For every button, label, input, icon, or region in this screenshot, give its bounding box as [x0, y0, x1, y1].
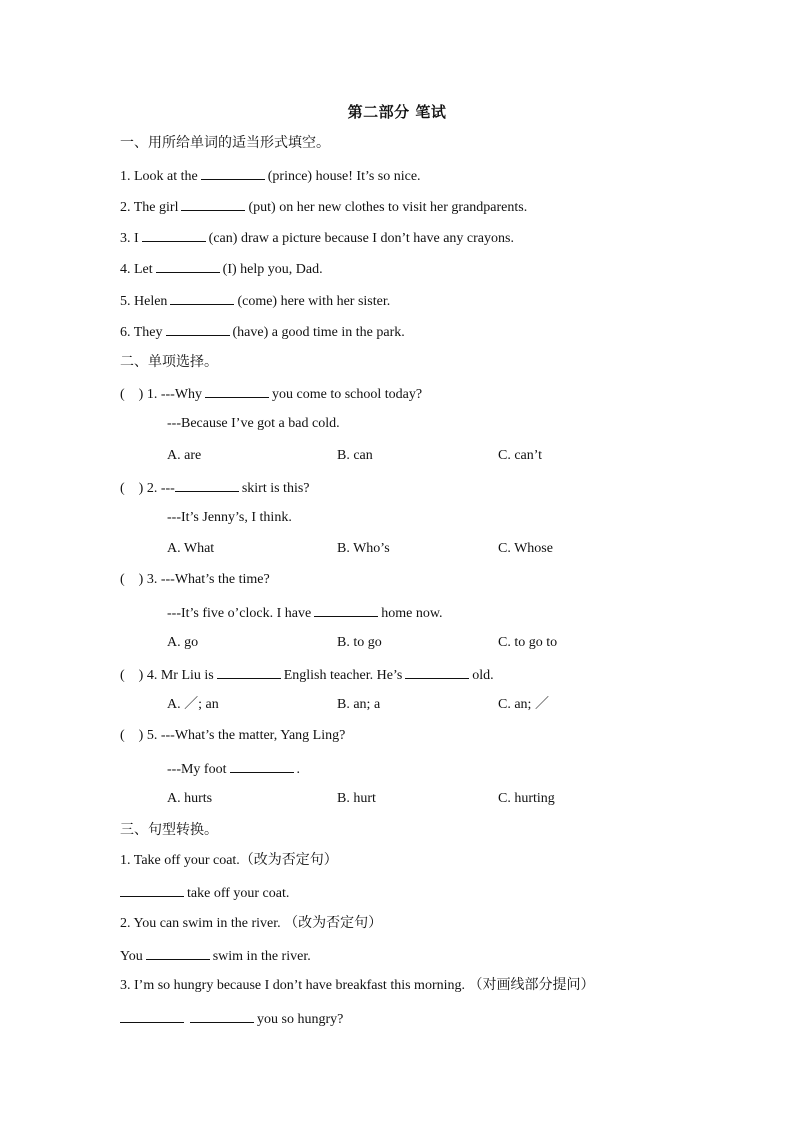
- answer-parens[interactable]: ( ): [120, 572, 144, 587]
- item-text: help you, Dad.: [240, 262, 323, 277]
- answer-parens[interactable]: ( ): [120, 481, 144, 496]
- q5-option-c: C. hurting: [498, 791, 555, 806]
- fill-item-5: [120, 290, 390, 312]
- answer-blank[interactable]: [205, 383, 269, 398]
- q2-option-b: B. Who’s: [337, 541, 390, 556]
- section-heading-sentence-transform: 三、句型转换。: [120, 822, 218, 838]
- question-text: skirt is this?: [241, 481, 310, 496]
- item-text: 4. Let: [120, 262, 153, 277]
- question-text: 4. Mr Liu is: [146, 668, 214, 683]
- item-text: here with her sister.: [280, 294, 391, 309]
- transform-question-3: 3. I’m so hungry because I don’t have breakfast this morning. （对画线部分提问）: [120, 978, 595, 993]
- q2-option-a: A. What: [167, 541, 215, 556]
- transform-question-2: 2. You can swim in the river. （改为否定句）: [120, 916, 383, 931]
- question-text: .: [296, 762, 300, 777]
- choice-question-1: [120, 383, 422, 405]
- fill-item-2: [120, 196, 527, 218]
- answer-blank[interactable]: [146, 945, 210, 960]
- answer-blank[interactable]: [142, 227, 206, 242]
- section-heading-multiple-choice: 二、单项选择。: [120, 354, 218, 370]
- answer-blank[interactable]: [217, 664, 281, 679]
- item-text: draw a picture because I don’t have any crayons.: [240, 231, 514, 246]
- item-text: 1. Look at the: [120, 169, 198, 184]
- question-text: 3. ---What’s the time?: [146, 572, 270, 587]
- q1-option-b: B. can: [337, 448, 373, 463]
- answer-blank[interactable]: [181, 196, 245, 211]
- answer-text: You: [120, 949, 143, 964]
- answer-parens[interactable]: ( ): [120, 728, 144, 743]
- answer-blank[interactable]: [120, 1008, 184, 1023]
- choice-question-5: [120, 726, 345, 746]
- q5-option-a: A. hurts: [167, 791, 213, 806]
- question-3-line-2: [167, 602, 443, 624]
- q4-option-c: C. an; ／: [498, 697, 549, 712]
- transform-answer-3: [120, 1008, 343, 1030]
- item-text: 2. The girl: [120, 200, 179, 215]
- answer-text: swim in the river.: [212, 949, 311, 964]
- answer-blank[interactable]: [314, 602, 378, 617]
- q3-option-b: B. to go: [337, 635, 382, 650]
- question-1-line-2: ---Because I’ve got a bad cold.: [167, 416, 340, 431]
- item-text: 5. Helen: [120, 294, 168, 309]
- item-hint: (I): [222, 262, 237, 277]
- answer-text: you so hungry?: [257, 1012, 344, 1027]
- answer-blank[interactable]: [175, 477, 239, 492]
- question-text: you come to school today?: [272, 387, 423, 402]
- q3-option-c: C. to go to: [498, 635, 558, 650]
- question-5-line-2: [167, 758, 300, 780]
- question-text: ---My foot: [167, 762, 227, 777]
- choice-question-4: [120, 664, 494, 686]
- question-text: home now.: [381, 606, 443, 621]
- q5-option-b: B. hurt: [337, 791, 376, 806]
- question-text: English teacher. He’s: [283, 668, 403, 683]
- answer-blank[interactable]: [201, 165, 265, 180]
- item-text: 6. They: [120, 325, 163, 340]
- answer-text: take off your coat.: [187, 886, 290, 901]
- answer-blank[interactable]: [230, 758, 294, 773]
- item-hint: (have): [232, 325, 269, 340]
- answer-parens[interactable]: ( ): [120, 387, 144, 402]
- answer-parens[interactable]: ( ): [120, 668, 144, 683]
- q1-option-a: A. are: [167, 448, 202, 463]
- item-text: on her new clothes to visit her grandparents.: [279, 200, 528, 215]
- choice-question-2: [120, 477, 310, 499]
- item-hint: (prince): [267, 169, 313, 184]
- q1-option-c: C. can’t: [498, 448, 543, 463]
- question-2-line-2: ---It’s Jenny’s, I think.: [167, 510, 292, 525]
- fill-item-6: [120, 321, 405, 343]
- q2-option-c: C. Whose: [498, 541, 553, 556]
- question-text: old.: [472, 668, 494, 683]
- section-heading-fill-in: 一、用所给单词的适当形式填空。: [120, 135, 330, 151]
- item-text: house! It’s so nice.: [315, 169, 421, 184]
- fill-item-4: [120, 258, 323, 280]
- q3-option-a: A. go: [167, 635, 199, 650]
- answer-blank[interactable]: [190, 1008, 254, 1023]
- item-text: a good time in the park.: [271, 325, 405, 340]
- answer-blank[interactable]: [405, 664, 469, 679]
- transform-question-1: 1. Take off your coat.（改为否定句）: [120, 853, 338, 868]
- question-text: ---It’s five o’clock. I have: [167, 606, 312, 621]
- item-hint: (put): [248, 200, 276, 215]
- item-text: 3. I: [120, 231, 139, 246]
- item-hint: (can): [208, 231, 238, 246]
- question-text: 2. ---: [146, 481, 175, 496]
- fill-item-1: [120, 165, 421, 187]
- answer-blank[interactable]: [166, 321, 230, 336]
- q4-option-b: B. an; a: [337, 697, 381, 712]
- answer-blank[interactable]: [156, 258, 220, 273]
- fill-item-3: [120, 227, 514, 249]
- page-title: 第二部分 笔试: [347, 103, 447, 121]
- answer-blank[interactable]: [170, 290, 234, 305]
- q4-option-a: A. ／; an: [167, 697, 219, 712]
- answer-blank[interactable]: [120, 882, 184, 897]
- choice-question-3: [120, 570, 270, 590]
- item-hint: (come): [237, 294, 278, 309]
- transform-answer-1: [120, 882, 289, 904]
- question-text: 5. ---What’s the matter, Yang Ling?: [146, 728, 346, 743]
- transform-answer-2: [120, 945, 311, 967]
- question-text: 1. ---Why: [146, 387, 203, 402]
